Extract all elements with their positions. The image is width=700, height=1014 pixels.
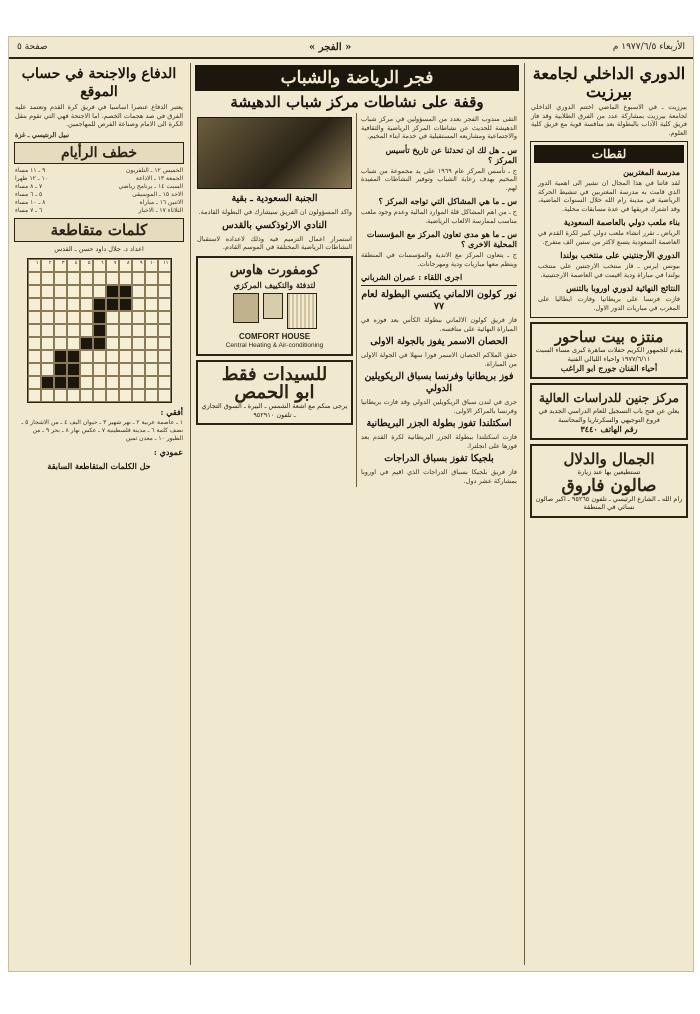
news-orthodox-text: استمرار اعمال الترميم فيه وذلك لاعداده لاستقبال النشاطات الرياضية المختلفة في الموسم القادم. bbox=[197, 234, 352, 251]
ad-comfort-en-sub: Central Heating & Air-conditioning bbox=[225, 341, 324, 349]
schedule-label: الثلاثاء ١٧ ـ الاخبار bbox=[138, 207, 183, 214]
crossword-cell bbox=[145, 337, 158, 350]
crossword-cell bbox=[41, 337, 54, 350]
crossword-cell bbox=[93, 272, 106, 285]
ad-abu-hummus bbox=[196, 360, 353, 425]
schedule-value: ١٠ ـ ١٢ ظهرا bbox=[15, 175, 48, 182]
crossword-cell bbox=[106, 363, 119, 376]
sports-body bbox=[193, 113, 521, 487]
crossword-cell bbox=[54, 376, 67, 389]
crossword-cell: ٥ bbox=[80, 259, 93, 272]
crossword-cell bbox=[119, 298, 132, 311]
crossword-cell bbox=[158, 389, 171, 402]
crossword-title: كلمات متقاطعة bbox=[14, 218, 184, 242]
crossword-cell bbox=[145, 298, 158, 311]
schedule-label: الجمعة ١٣ ـ الاذاعة bbox=[135, 175, 183, 182]
interview-q2: س ـ ما هي المشاكل التي تواجه المركز ؟ bbox=[378, 196, 517, 206]
ad-jenin-text: يعلن عن فتح باب التسجيل للعام الدراسي الجديد في فروع التوجيهي والسكرتاريا والمحاسبة bbox=[538, 407, 680, 424]
crossword-cell bbox=[41, 285, 54, 298]
crossword-cell bbox=[41, 376, 54, 389]
ad-beit-sahour bbox=[530, 322, 688, 379]
interview-a1: ج ـ تأسس المركز عام ١٩٦٩ على يد مجموعة من شباب المخيم بهدف رعاية الشباب وتوفير النشاطات المفيدة لهم. bbox=[361, 166, 517, 192]
crossword-cell bbox=[158, 298, 171, 311]
appliance-icon bbox=[263, 293, 283, 319]
ad-salon-title: الجمال والدلال bbox=[563, 450, 655, 468]
crossword-cell bbox=[158, 272, 171, 285]
column-rule bbox=[190, 63, 191, 965]
crossword-cell bbox=[145, 311, 158, 324]
crossword-cell bbox=[67, 337, 80, 350]
crossword-cell bbox=[28, 285, 41, 298]
ad-jenin-phone: رقم الهاتف ٣٤٤٠ bbox=[580, 424, 638, 434]
crossword-cell bbox=[28, 363, 41, 376]
crossword-cell bbox=[41, 272, 54, 285]
news-belgium-title: بلجيكا تفوز بسباق الدراجات bbox=[384, 453, 494, 464]
birzeit-intro: بيرزيت ـ في الاسبوع الماضي اختتم الدوري الداخلي لجامعة بيرزيت بمشاركة عدد من الفرق الطلابية وقد فاز فريق كلية الآداب بالبطولة بعد منافسة قوية مع فريق كلية العلوم. bbox=[531, 103, 687, 137]
crossword-cell bbox=[158, 363, 171, 376]
crossword-cell bbox=[145, 285, 158, 298]
notes-box bbox=[530, 141, 688, 318]
ad-comfort-title: كومفورت هاوس bbox=[229, 262, 320, 278]
ad-abu-hummus-text: يرجى منكم مع اشعة الشمس ـ البيرة ـ السوق التجاري ـ تلفون ٩٥٢٩١٠ bbox=[201, 402, 348, 419]
newspaper-page bbox=[8, 36, 694, 972]
crossword-cell bbox=[145, 272, 158, 285]
crossword-cell: ٢ bbox=[41, 259, 54, 272]
news-race-text: جرى في لندن سباق الريكويلين الدولي وقد فازت بريطانيا وفرنسا بالمراكز الاولى. bbox=[361, 398, 517, 415]
crossword-cell bbox=[80, 376, 93, 389]
news-boxer-text: حقق الملاكم الحصان الاسمر فوزا سهلا في الجولة الاولى من المباراة. bbox=[361, 351, 517, 368]
crossword-cell bbox=[93, 376, 106, 389]
news-race-title: فوز بريطانيا وفرنسا بسباق الريكويلين الدولي bbox=[364, 371, 514, 394]
crossword-cell bbox=[119, 311, 132, 324]
crossword-cell bbox=[145, 389, 158, 402]
crossword-cell bbox=[132, 376, 145, 389]
crossword-cell bbox=[132, 389, 145, 402]
crossword-cell bbox=[41, 298, 54, 311]
news-boxer-title: الحصان الاسمر يفوز بالجولة الاولى bbox=[370, 336, 508, 347]
schedule-row bbox=[15, 167, 183, 175]
sub-argentina-text: بيونس ايرس ـ فاز منتخب الارجنتين على منتخب بولندا في مباراة ودية اقيمت في العاصمة الارجنتينية. bbox=[538, 262, 680, 279]
ad-abu-hummus-title: للسيدات فقط bbox=[221, 364, 328, 385]
crossword-cell bbox=[106, 389, 119, 402]
crossword-cell bbox=[93, 363, 106, 376]
divider bbox=[361, 285, 517, 286]
crossword-down-label: عمودي : bbox=[153, 446, 183, 457]
news-colon-text: فاز فريق كولون الالماني ببطولة الكأس بعد فوزه في المباراة النهائية على منافسه. bbox=[361, 316, 517, 333]
crossword-cell bbox=[54, 311, 67, 324]
crossword-cell bbox=[80, 311, 93, 324]
crossword-cell bbox=[132, 272, 145, 285]
crossword-cell bbox=[28, 324, 41, 337]
column-sports bbox=[193, 63, 521, 967]
crossword-answers-label: حل الكلمات المتقاطعة السابقة bbox=[47, 460, 151, 471]
crossword-cell bbox=[80, 285, 93, 298]
crossword-cell bbox=[106, 337, 119, 350]
crossword-cell bbox=[41, 350, 54, 363]
subcol-rule bbox=[356, 113, 357, 487]
news-colon-title: نور كولون الالماني يكتسي البطولة لعام ٧٧ bbox=[361, 289, 517, 312]
crossword-cell bbox=[41, 363, 54, 376]
defence-body: يعتبر الدفاع عنصرا اساسيا في فريق كرة القدم وتعتمد عليه الفرق في صد هجمات الخصم، اما الاجنحة فهي التي تقوم بنقل الكرة الى الامام وصناعة الفرص للمهاجمين. bbox=[15, 103, 183, 128]
crossword-cell bbox=[28, 376, 41, 389]
crossword-cell bbox=[80, 272, 93, 285]
ad-beit-sahour-sub: أحياء الفنان جورج ابو الراغب bbox=[560, 363, 658, 373]
schedule-label: الاحد ١٥ ـ الموسيقى bbox=[132, 191, 183, 198]
crossword-cell bbox=[41, 389, 54, 402]
page-number: صفحة ٥ bbox=[17, 42, 48, 52]
crossword-cell bbox=[119, 285, 132, 298]
stove-icon bbox=[233, 293, 259, 323]
ad-comfort-products bbox=[201, 293, 348, 329]
crossword-cell bbox=[106, 350, 119, 363]
interview-a3: ج ـ يتعاون المركز مع الاندية والمؤسسات في المنطقة وينظم معها مباريات ودية ومهرجانات. bbox=[361, 251, 517, 268]
ad-salon-farouk bbox=[530, 444, 688, 518]
crossword-cell bbox=[80, 389, 93, 402]
crossword-cell bbox=[67, 298, 80, 311]
ad-salon-sub: تستطيعين بها عند زيارة bbox=[577, 468, 641, 476]
crossword-cell bbox=[67, 376, 80, 389]
ad-abu-hummus-name: ابو الحمص bbox=[234, 382, 315, 403]
sub-stadium: بناء ملعب دولي بالعاصمة السعودية bbox=[563, 217, 680, 227]
crossword-cell bbox=[106, 298, 119, 311]
crossword-cell bbox=[119, 363, 132, 376]
crossword-author: اعداد د. جلال داود حسن ـ القدس bbox=[54, 245, 144, 253]
crossword-cell bbox=[54, 324, 67, 337]
crossword-cell bbox=[93, 337, 106, 350]
schedule-title: خطف الرأيام bbox=[14, 142, 184, 164]
crossword-cell bbox=[67, 285, 80, 298]
crossword-cell bbox=[28, 311, 41, 324]
crossword-cell bbox=[119, 350, 132, 363]
schedule-value: ٦ ـ ٧ مساء bbox=[15, 207, 43, 214]
crossword-cell bbox=[119, 272, 132, 285]
column-rule bbox=[524, 63, 525, 965]
news-scotland-text: فازت اسكتلندا ببطولة الجزر البريطانية لكرة القدم بعد فوزها على انجلترا. bbox=[361, 433, 517, 450]
notes-label: لقطات bbox=[534, 145, 684, 163]
crossword-cell bbox=[119, 324, 132, 337]
schedule-label: الخميس ١٢ ـ التلفزيون bbox=[125, 167, 183, 174]
schedule-value: ٥ ـ ٦ مساء bbox=[15, 191, 43, 198]
crossword-cell bbox=[67, 324, 80, 337]
crossword-cell bbox=[54, 363, 67, 376]
crossword-cell bbox=[54, 337, 67, 350]
crossword-cell bbox=[93, 389, 106, 402]
sub-tennis-text: فازت فرنسا على بريطانيا وفازت ايطاليا على المغرب في مباريات الدور الاول. bbox=[538, 295, 680, 312]
crossword-grid bbox=[27, 258, 172, 403]
issue-date: الأربعاء ١٩٧٧/٦/٥ م bbox=[612, 42, 685, 52]
schedule-row bbox=[15, 199, 183, 207]
crossword-cell bbox=[67, 272, 80, 285]
crossword-cell: ٤ bbox=[67, 259, 80, 272]
interview-q1: س ـ هل لك ان تحدثنا عن تاريخ تأسيس المركز ؟ bbox=[385, 144, 517, 165]
crossword-cell bbox=[41, 324, 54, 337]
schedule-row bbox=[15, 175, 183, 183]
crossword-cell bbox=[54, 350, 67, 363]
masthead: « الفجر » bbox=[309, 41, 352, 53]
crossword-cell bbox=[80, 363, 93, 376]
interview-q3: س ـ ما هو مدى تعاون المركز مع المؤسسات المحلية الاخرى ؟ bbox=[366, 229, 517, 249]
crossword-cell bbox=[132, 311, 145, 324]
ad-comfort-sub: لتدفئة والتكييف المركزي bbox=[233, 279, 316, 290]
crossword-cell bbox=[80, 324, 93, 337]
crossword-cell bbox=[67, 311, 80, 324]
crossword-cell: ٧ bbox=[106, 259, 119, 272]
crossword-cell bbox=[145, 350, 158, 363]
crossword-cell bbox=[93, 285, 106, 298]
crossword-cell bbox=[80, 337, 93, 350]
crossword-cell bbox=[67, 363, 80, 376]
news-scotland-title: اسكتلندا تفوز بطولة الجزر البريطانية bbox=[366, 418, 512, 429]
crossword-cell bbox=[80, 298, 93, 311]
news-belgium-text: فاز فريق بلجيكا بسباق الدراجات الذي اقيم في اوروبا بمشاركة عشر دول. bbox=[361, 468, 517, 485]
crossword-cell bbox=[67, 350, 80, 363]
crossword-cell bbox=[106, 285, 119, 298]
crossword-cell bbox=[28, 337, 41, 350]
crossword-cell: ١ bbox=[28, 259, 41, 272]
crossword-cell bbox=[145, 363, 158, 376]
ad-beit-sahour-title: منتزه بيت ساحور bbox=[554, 328, 664, 346]
schedule-value: ٨ ـ ١٠ مساء bbox=[15, 199, 46, 206]
crossword-cell bbox=[93, 298, 106, 311]
notes-subhead: مدرسة المغتربين bbox=[623, 167, 680, 177]
sub-argentina: الدوري الأرجنتيني على منتخب بولندا bbox=[560, 250, 680, 260]
crossword-cell bbox=[106, 376, 119, 389]
ad-comfort-house bbox=[196, 256, 353, 357]
crossword-cell: ١٠ bbox=[145, 259, 158, 272]
sub-tennis: النتائج النهائية لدوري اوروبا بالتنس bbox=[566, 283, 680, 293]
sports-subcol-right bbox=[357, 113, 521, 487]
defence-signature: نبيل الرنتيسي ـ غزة bbox=[15, 130, 70, 139]
schedule-label: الاثنين ١٦ ـ مباراة bbox=[139, 199, 183, 206]
crossword-cell bbox=[145, 376, 158, 389]
crossword-cell bbox=[158, 311, 171, 324]
crossword-cell bbox=[28, 350, 41, 363]
headline-defence: الدفاع والاجنحة في حساب الموقع bbox=[21, 66, 177, 100]
interview-reporter: اجرى اللقاء : عمران الشرباني bbox=[361, 272, 463, 282]
crossword-cell bbox=[41, 311, 54, 324]
news-saudi-title: الجنبة السعودية ـ بقية bbox=[231, 193, 318, 204]
crossword-cell: ١١ bbox=[158, 259, 171, 272]
crossword-cell bbox=[119, 337, 132, 350]
column-right bbox=[527, 63, 691, 967]
crossword-cell bbox=[132, 363, 145, 376]
crossword-cell bbox=[54, 285, 67, 298]
crossword-cell: ٦ bbox=[93, 259, 106, 272]
schedule-value: ٧ ـ ٨ مساء bbox=[15, 183, 43, 190]
schedule-label: السبت ١٤ ـ برنامج رياضي bbox=[118, 183, 183, 190]
crossword-cell bbox=[158, 350, 171, 363]
crossword-cell bbox=[93, 324, 106, 337]
crossword-across-label: أفقي : bbox=[160, 406, 183, 417]
sports-banner: فجر الرياضة والشباب bbox=[195, 65, 519, 91]
ad-jenin-center bbox=[530, 383, 688, 440]
crossword-cell bbox=[145, 324, 158, 337]
crossword-cell bbox=[28, 272, 41, 285]
ad-comfort-en: COMFORT HOUSE bbox=[238, 331, 311, 341]
crossword-cell bbox=[132, 285, 145, 298]
crossword-cell bbox=[132, 298, 145, 311]
crossword-cell bbox=[67, 389, 80, 402]
crossword-cell: ٨ bbox=[119, 259, 132, 272]
crossword-cell bbox=[132, 337, 145, 350]
crossword-cell bbox=[158, 285, 171, 298]
crossword-cell bbox=[54, 389, 67, 402]
schedule-row bbox=[15, 183, 183, 191]
crossword-cell bbox=[106, 311, 119, 324]
crossword-cell bbox=[80, 350, 93, 363]
crossword-cell bbox=[54, 298, 67, 311]
crossword-cell bbox=[158, 376, 171, 389]
crossword-cell bbox=[106, 272, 119, 285]
crossword-cell bbox=[119, 389, 132, 402]
sub-stadium-text: الرياض ـ تقرر انشاء ملعب دولي كبير لكرة القدم في العاصمة السعودية يتسع لاكثر من ستين الف متفرج. bbox=[538, 229, 680, 246]
schedule-row bbox=[15, 207, 183, 215]
ad-jenin-title: مركز جنين للدراسات العالية bbox=[539, 391, 679, 405]
schedule-list bbox=[11, 167, 187, 215]
crossword-cell bbox=[158, 337, 171, 350]
crossword-clues: ١ ـ عاصمة عربية ٢ ـ نهر شهير ٣ ـ حيوان اليف ٤ ـ من الاشجار ٥ ـ نصف كلمة ٦ ـ مدينة فلسطينية ٧ ـ عكس نهار ٨ ـ بحر ٩ ـ من الطيور ١٠ ـ معدن ثمين bbox=[21, 418, 183, 442]
crossword-cell: ٣ bbox=[54, 259, 67, 272]
crossword-cell bbox=[132, 324, 145, 337]
headline-birzeit: الدوري الداخلي لجامعة بيرزيت bbox=[532, 64, 686, 101]
ad-salon-name: صالون فاروق bbox=[561, 475, 657, 496]
schedule-value: ٩ ـ ١١ مساء bbox=[15, 167, 46, 174]
column-left bbox=[11, 63, 187, 967]
headline-dheisheh: وقفة على نشاطات مركز شباب الدهيشة bbox=[230, 93, 484, 111]
page-header bbox=[9, 37, 693, 59]
crossword-cell bbox=[93, 311, 106, 324]
crossword-cell bbox=[132, 350, 145, 363]
crossword-cell bbox=[28, 298, 41, 311]
crossword-cell: ٩ bbox=[132, 259, 145, 272]
dheisheh-photo bbox=[197, 117, 352, 189]
crossword-cell bbox=[158, 324, 171, 337]
interview-intro: التقى مندوب الفجر بعدد من المسؤولين في مركز شباب الدهيشة للحديث عن نشاطات المركز الرياضية والثقافية والاجتماعية ومشاريعه المستقبلية في خدمة ابناء المخيم. bbox=[361, 115, 517, 140]
interview-a2: ج ـ من اهم المشاكل قلة الموارد المالية وعدم وجود ملعب مناسب لممارسة الالعاب الرياضية. bbox=[361, 208, 517, 225]
ad-salon-text: رام الله ـ الشارع الرئيسي ـ تلفون ٩٥٢٦٥ ـ اكبر صالون نسائي في المنطقة bbox=[535, 494, 683, 511]
schedule-row bbox=[15, 191, 183, 199]
notes-text: لقد فاتنا في هذا المجال ان نشير الى اهمية الدور الذي قامت به مدرسة المغتربين في تنشيط الحركة الرياضية في مدينة رام الله خلال السنوات الماضية، وقد اشترك فريقها في عدة مسابقات محلية. bbox=[538, 179, 680, 213]
sports-subcol-left bbox=[193, 113, 356, 487]
crossword-cell bbox=[119, 376, 132, 389]
crossword-cell bbox=[54, 272, 67, 285]
heater-icon bbox=[287, 293, 317, 329]
news-saudi-text: واكد المسؤولون ان الفريق سيشارك في البطولة القادمة. bbox=[198, 208, 352, 216]
news-orthodox-title: النادي الارثوذكسي بالقدس bbox=[222, 219, 327, 231]
crossword-cell bbox=[28, 389, 41, 402]
crossword-cell bbox=[106, 324, 119, 337]
ad-beit-sahour-text: يقدم للجمهور الكريم حفلات ساهرة كبرى مساء السبت ١٩٧٧/٦/١١ واحياء الليالي الفنية bbox=[535, 346, 683, 363]
crossword-cell bbox=[93, 350, 106, 363]
